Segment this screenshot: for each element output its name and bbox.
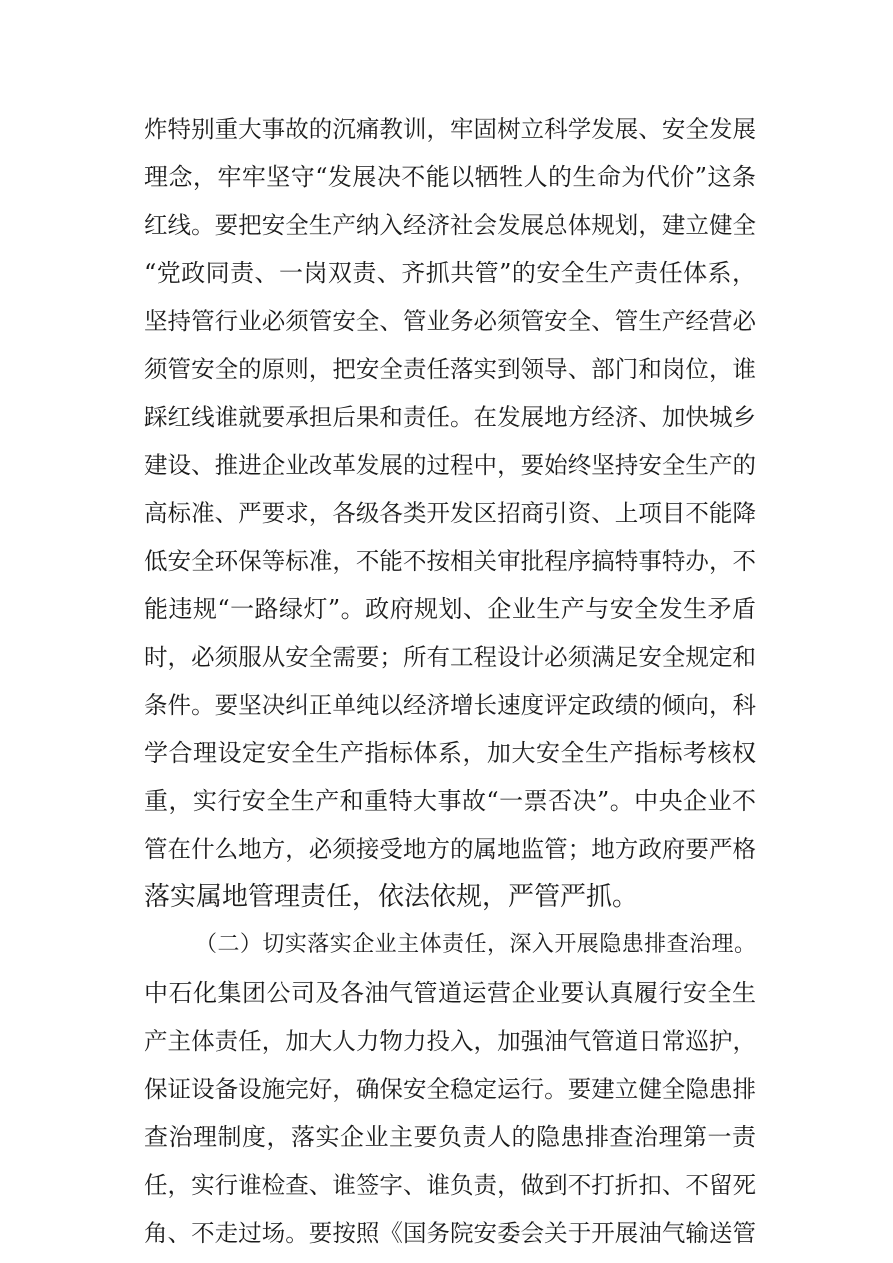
text-line: 查治理制度，落实企业主要负责人的隐患排查治理第一责 — [144, 1123, 756, 1151]
text-line: 能违规“一路绿灯”。政府规划、企业生产与安全发生矛盾 — [144, 595, 756, 623]
text-line: 保证设备设施完好，确保安全稳定运行。要建立健全隐患排 — [144, 1075, 756, 1103]
text-line: 重，实行安全生产和重特大事故“一票否决”。中央企业不 — [144, 787, 756, 815]
text-line: 低安全环保等标准，不能不按相关审批程序搞特事特办，不 — [144, 547, 756, 575]
text-line: 管在什么地方，必须接受地方的属地监管；地方政府要严格 — [144, 835, 756, 863]
text-line: 条件。要坚决纠正单纯以经济增长速度评定政绩的倾向，科 — [144, 691, 756, 719]
text-line: 时，必须服从安全需要；所有工程设计必须满足安全规定和 — [144, 643, 756, 671]
text-line: 理念，牢牢坚守“发展决不能以牺牲人的生命为代价”这条 — [144, 163, 756, 191]
text-line: “党政同责、一岗双责、齐抓共管”的安全生产责任体系， — [144, 259, 756, 287]
text-line: 学合理设定安全生产指标体系，加大安全生产指标考核权 — [144, 739, 756, 767]
paragraph-last-line: 落实属地管理责任，依法依规，严管严抓。 — [144, 882, 639, 912]
text-line: 坚持管行业必须管安全、管业务必须管安全、管生产经营必 — [144, 307, 756, 335]
text-line: 须管安全的原则，把安全责任落实到领导、部门和岗位，谁 — [144, 355, 756, 383]
text-line: 高标准、严要求，各级各类开发区招商引资、上项目不能降 — [144, 499, 756, 527]
text-line: 角、不走过场。要按照《国务院安委会关于开展油气输送管 — [144, 1219, 756, 1247]
text-line: 炸特别重大事故的沉痛教训，牢固树立科学发展、安全发展 — [144, 115, 756, 143]
text-line: 任，实行谁检查、谁签字、谁负责，做到不打折扣、不留死 — [144, 1171, 756, 1199]
text-line: 产主体责任，加大人力物力投入，加强油气管道日常巡护， — [144, 1027, 756, 1055]
text-line: 建设、推进企业改革发展的过程中，要始终坚持安全生产的 — [144, 451, 756, 479]
text-line: 踩红线谁就要承担后果和责任。在发展地方经济、加快城乡 — [144, 403, 756, 431]
section-heading-line: （二）切实落实企业主体责任，深入开展隐患排查治理。 — [195, 932, 756, 957]
text-line: 红线。要把安全生产纳入经济社会发展总体规划，建立健全 — [144, 211, 756, 239]
text-line: 中石化集团公司及各油气管道运营企业要认真履行安全生 — [144, 979, 756, 1007]
